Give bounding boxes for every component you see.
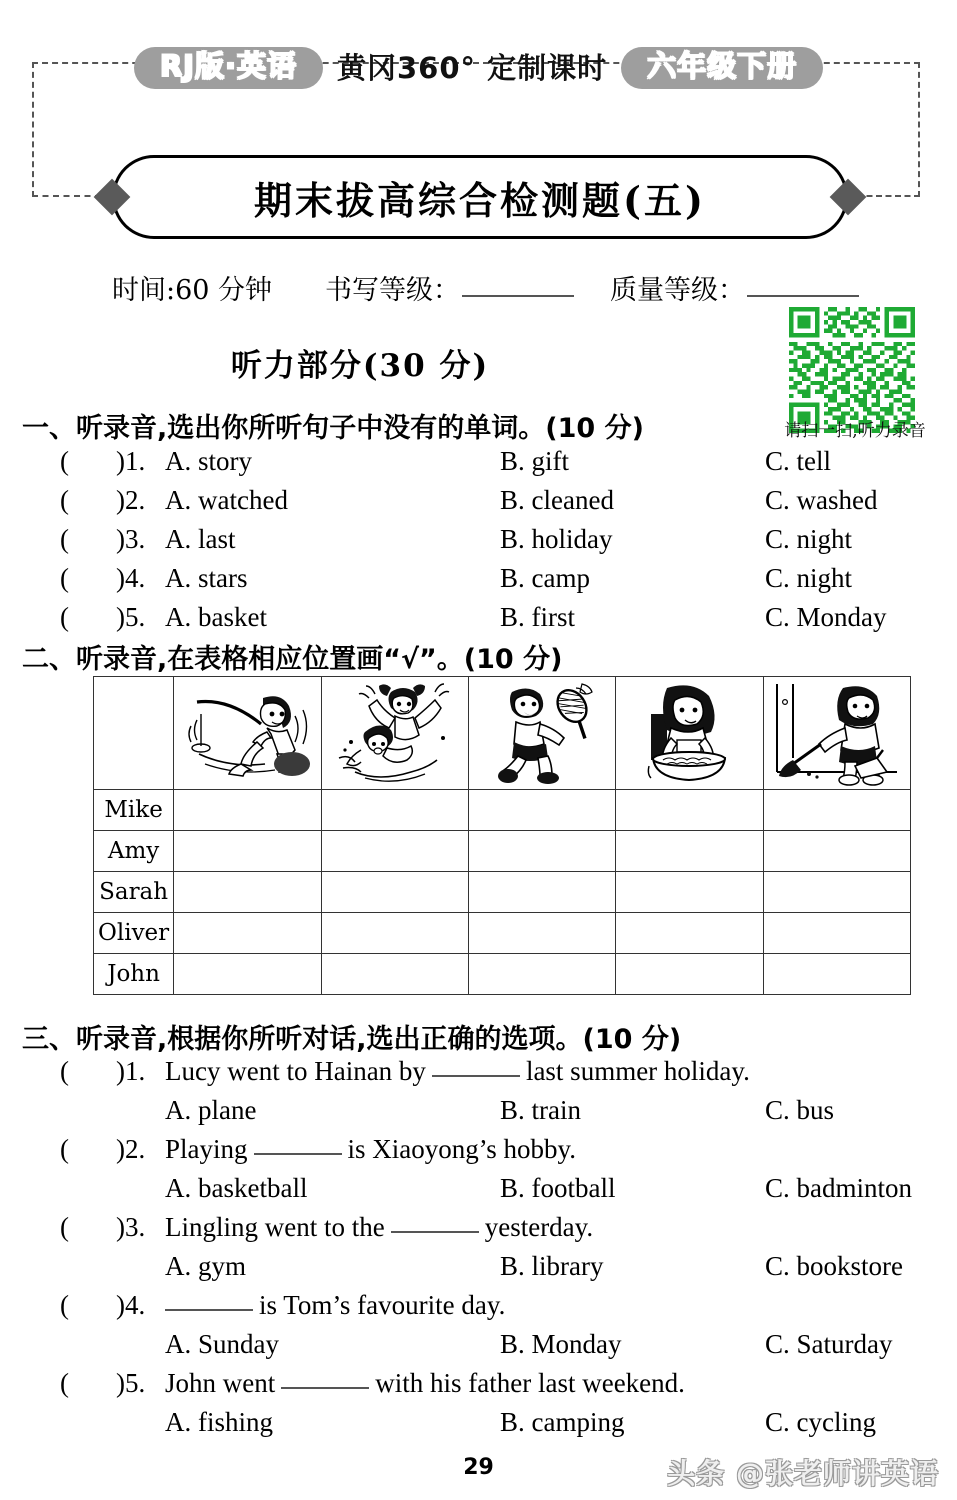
check-cell[interactable]: [616, 831, 763, 872]
fishing-picture: [174, 677, 321, 790]
quality-grade-label: 质量等级：: [610, 275, 745, 306]
answer-blank[interactable]: [165, 1308, 253, 1311]
check-cell[interactable]: [468, 954, 615, 995]
watermark: 头条 @张老师讲英语: [667, 1457, 939, 1490]
stem-text-before: Playing: [165, 1134, 248, 1164]
check-cell[interactable]: [763, 831, 910, 872]
stem-text-after: last summer holiday.: [525, 1056, 750, 1086]
check-cell[interactable]: [321, 913, 468, 954]
answer-bracket-open: (: [60, 602, 69, 632]
check-cell[interactable]: [174, 913, 321, 954]
sweeping-floor-picture: [763, 677, 910, 790]
option-c[interactable]: C. night: [765, 563, 853, 593]
option-b[interactable]: B. camp: [500, 563, 590, 593]
option-a[interactable]: A. basket: [165, 602, 267, 632]
check-cell[interactable]: [763, 913, 910, 954]
check-cell[interactable]: [468, 872, 615, 913]
table-row[interactable]: [94, 790, 911, 831]
question-number: )2.: [116, 1134, 146, 1164]
row-label-sarah: Sarah: [94, 872, 174, 913]
washing-clothes-picture: [616, 677, 763, 790]
question-stem: [60, 1212, 940, 1251]
check-cell[interactable]: [174, 872, 321, 913]
option-a[interactable]: A. last: [165, 524, 236, 554]
check-cell[interactable]: [321, 872, 468, 913]
row-label-amy: Amy: [94, 831, 174, 872]
washing-clothes-illustration: [619, 680, 759, 786]
check-cell[interactable]: [174, 954, 321, 995]
row-label-john: John: [94, 954, 174, 995]
question-number: )4.: [116, 563, 146, 593]
exam-meta-line: [0, 268, 957, 308]
section-2-heading: 二、听录音,在表格相应位置画“√”。(10 分): [22, 644, 563, 675]
option-c[interactable]: C. bus: [765, 1095, 835, 1125]
page-title: 期末拔高综合检测题(五): [254, 177, 706, 223]
check-cell[interactable]: [616, 872, 763, 913]
answer-blank[interactable]: [281, 1386, 369, 1389]
answer-blank[interactable]: [391, 1230, 479, 1233]
answer-bracket-open: (: [60, 1290, 69, 1320]
check-cell[interactable]: [321, 790, 468, 831]
table-row[interactable]: [94, 954, 911, 995]
question-options[interactable]: [60, 1095, 940, 1134]
check-cell[interactable]: [468, 790, 615, 831]
sweeping-floor-illustration: [767, 680, 907, 786]
section-3-questions: [60, 1056, 940, 1446]
option-c[interactable]: C. washed: [765, 485, 878, 515]
header-bar: [0, 42, 957, 94]
option-b[interactable]: B. holiday: [500, 524, 613, 554]
option-b[interactable]: B. train: [500, 1095, 581, 1125]
question-number: )2.: [116, 485, 146, 515]
table-row[interactable]: [94, 913, 911, 954]
question-row[interactable]: [60, 446, 940, 485]
check-cell[interactable]: [616, 913, 763, 954]
writing-grade-field: [325, 268, 574, 307]
check-cell[interactable]: [616, 954, 763, 995]
answer-bracket-open: (: [60, 1056, 69, 1086]
stem-text-after: is Tom’s favourite day.: [259, 1290, 506, 1320]
exam-duration: 时间:60 分钟: [112, 275, 273, 306]
check-cell[interactable]: [616, 790, 763, 831]
question-options[interactable]: [60, 1173, 940, 1212]
option-b[interactable]: B. Monday: [500, 1329, 622, 1359]
question-number: )1.: [116, 446, 146, 476]
row-label-oliver: Oliver: [94, 913, 174, 954]
answer-blank[interactable]: [432, 1074, 520, 1077]
writing-grade-blank[interactable]: [462, 294, 574, 297]
check-cell[interactable]: [763, 872, 910, 913]
question-stem: [60, 1134, 940, 1173]
section-3-heading: 三、听录音,根据你所听对话,选出正确的选项。(10 分): [22, 1024, 682, 1055]
option-c[interactable]: C. tell: [765, 446, 831, 476]
option-a[interactable]: A. basketball: [165, 1173, 308, 1203]
table-corner-cell: [94, 677, 174, 790]
row-label-mike: Mike: [94, 790, 174, 831]
qr-code-icon: [789, 307, 915, 433]
exam-title-container: [112, 155, 848, 239]
question-number: )5.: [116, 1368, 146, 1398]
option-a[interactable]: A. plane: [165, 1095, 257, 1125]
option-c[interactable]: C. bookstore: [765, 1251, 903, 1281]
option-c[interactable]: C. cycling: [765, 1407, 876, 1437]
option-a[interactable]: A. story: [165, 446, 252, 476]
table-row[interactable]: [94, 872, 911, 913]
option-b[interactable]: B. football: [500, 1173, 616, 1203]
option-c[interactable]: C. badminton: [765, 1173, 912, 1203]
option-a[interactable]: A. fishing: [165, 1407, 273, 1437]
option-a[interactable]: A. gym: [165, 1251, 246, 1281]
question-number: )3.: [116, 524, 146, 554]
question-row[interactable]: [60, 563, 940, 602]
fishing-illustration: [177, 680, 317, 786]
option-b[interactable]: B. cleaned: [500, 485, 614, 515]
swimming-illustration: [325, 680, 465, 786]
option-a[interactable]: A. Sunday: [165, 1329, 279, 1359]
answer-bracket-open: (: [60, 524, 69, 554]
stem-text-before: John went: [165, 1368, 276, 1398]
question-stem: [60, 1290, 940, 1329]
title-capsule: [112, 155, 848, 239]
check-cell[interactable]: [321, 954, 468, 995]
listening-checkbox-table: [93, 676, 911, 995]
question-number: )5.: [116, 602, 146, 632]
stem-text-before: Lucy went to Hainan by: [165, 1056, 426, 1086]
table-row[interactable]: [94, 831, 911, 872]
question-options[interactable]: [60, 1329, 940, 1368]
check-cell[interactable]: [468, 831, 615, 872]
writing-grade-label: 书写等级：: [325, 275, 460, 306]
badminton-illustration: [472, 680, 612, 786]
answer-bracket-open: (: [60, 1368, 69, 1398]
stem-text-before: Lingling went to the: [165, 1212, 385, 1242]
badminton-picture: [468, 677, 615, 790]
series-title: 黄冈360° 定制课时: [336, 50, 608, 85]
option-c[interactable]: C. Monday: [765, 602, 887, 632]
answer-bracket-open: (: [60, 1134, 69, 1164]
question-options[interactable]: [60, 1407, 940, 1446]
question-row[interactable]: [60, 485, 940, 524]
check-cell[interactable]: [763, 790, 910, 831]
question-number: )3.: [116, 1212, 146, 1242]
stem-text-after: yesterday.: [484, 1212, 594, 1242]
option-b[interactable]: B. library: [500, 1251, 604, 1281]
question-stem: [60, 1368, 940, 1407]
answer-blank[interactable]: [254, 1152, 342, 1155]
stem-text-after: is Xiaoyong’s hobby.: [347, 1134, 577, 1164]
swimming-picture: [321, 677, 468, 790]
answer-bracket-open: (: [60, 485, 69, 515]
quality-grade-blank[interactable]: [747, 294, 859, 297]
answer-bracket-open: (: [60, 446, 69, 476]
section-1-questions: [60, 446, 940, 641]
edition-pill: RJ版·英语: [134, 47, 323, 89]
table-header-row: [94, 677, 911, 790]
check-cell[interactable]: [321, 831, 468, 872]
question-row[interactable]: [60, 602, 940, 641]
question-number: )4.: [116, 1290, 146, 1320]
section-1-heading: 一、听录音,选出你所听句子中没有的单词。(10 分): [22, 413, 644, 444]
stem-text-after: with his father last weekend.: [375, 1368, 685, 1398]
check-cell[interactable]: [174, 831, 321, 872]
answer-bracket-open: (: [60, 563, 69, 593]
option-a[interactable]: A. stars: [165, 563, 248, 593]
question-options[interactable]: [60, 1251, 940, 1290]
option-c[interactable]: C. Saturday: [765, 1329, 893, 1359]
check-cell[interactable]: [468, 913, 615, 954]
option-b[interactable]: B. first: [500, 602, 576, 632]
qr-code-caption: 请扫一扫,听力录音: [784, 421, 926, 441]
option-c[interactable]: C. night: [765, 524, 853, 554]
option-b[interactable]: B. camping: [500, 1407, 625, 1437]
question-stem: [60, 1056, 940, 1095]
question-number: )1.: [116, 1056, 146, 1086]
listening-audio-qr-code[interactable]: [789, 307, 915, 433]
grade-pill: 六年级下册: [621, 47, 823, 89]
page-number: 29: [463, 1455, 494, 1480]
quality-grade-field: [610, 268, 859, 307]
option-a[interactable]: A. watched: [165, 485, 288, 515]
question-row[interactable]: [60, 524, 940, 563]
option-b[interactable]: B. gift: [500, 446, 570, 476]
check-cell[interactable]: [174, 790, 321, 831]
check-cell[interactable]: [763, 954, 910, 995]
answer-bracket-open: (: [60, 1212, 69, 1242]
listening-part-title: 听力部分(30 分): [230, 348, 490, 384]
